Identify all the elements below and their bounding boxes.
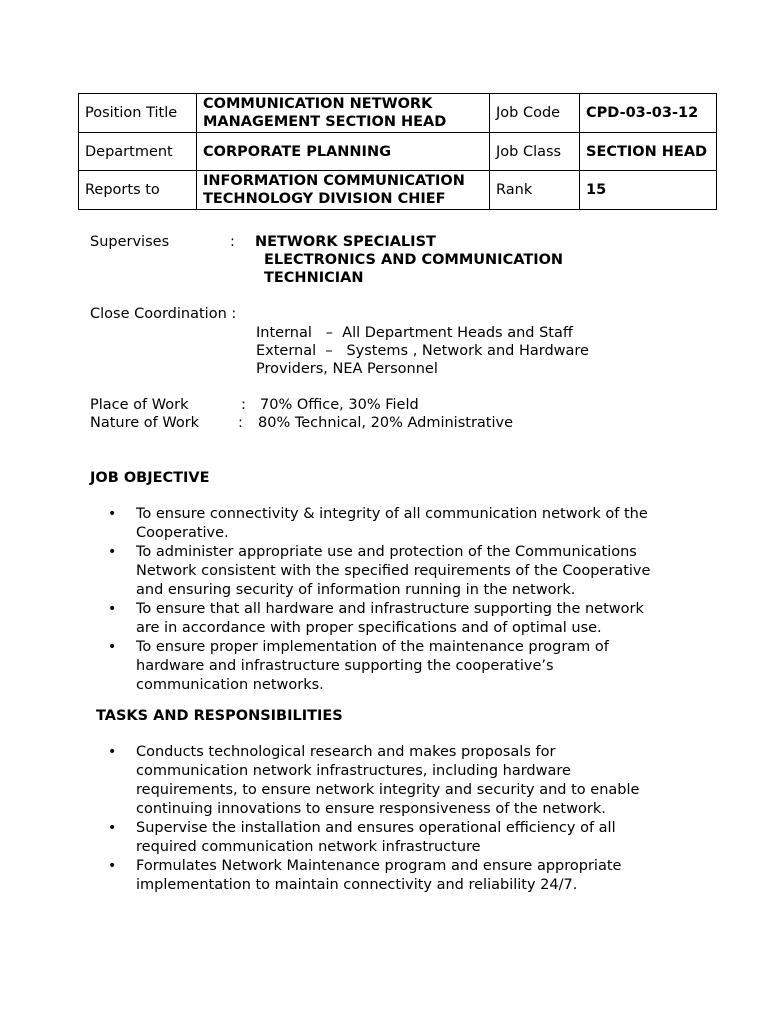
position-title-label: Position Title <box>79 94 197 133</box>
objective-item-line: Cooperative. <box>136 525 229 541</box>
bullet-icon: • <box>108 744 117 760</box>
position-title-value: COMMUNICATION NETWORK MANAGEMENT SECTION HEAD <box>197 94 490 133</box>
reports-to-label: Reports to <box>79 171 197 210</box>
coordination-line: Providers, NEA Personnel <box>256 361 438 377</box>
task-item-line: requirements, to ensure network integrity and security and to enable <box>136 782 640 798</box>
supervises-line: TECHNICIAN <box>264 270 364 286</box>
task-item-line: required communication network infrastructure <box>136 839 481 855</box>
objective-item-line: hardware and infrastructure supporting the cooperative’s <box>136 658 554 674</box>
place-of-work-value: 70% Office, 30% Field <box>260 397 419 413</box>
objective-item <box>108 600 688 638</box>
place-of-work-colon: : <box>241 397 246 413</box>
objective-item-line: Network consistent with the specified requirements of the Cooperative <box>136 563 651 579</box>
table-row <box>79 94 717 133</box>
supervises-colon: : <box>230 234 235 250</box>
objective-item <box>108 505 688 543</box>
table-row <box>79 133 717 171</box>
job-objective-list <box>108 505 688 695</box>
coordination-line: External – Systems , Network and Hardware <box>256 343 589 359</box>
job-code-label: Job Code <box>490 94 580 133</box>
bullet-icon: • <box>108 506 117 522</box>
task-item-line: implementation to maintain connectivity and reliability 24/7. <box>136 877 578 893</box>
job-class-value: SECTION HEAD <box>580 133 717 171</box>
task-item-line: Conducts technological research and makes proposals for <box>136 744 556 760</box>
objective-item-line: To ensure proper implementation of the maintenance program of <box>136 639 609 655</box>
coordination-line: Internal – All Department Heads and Staff <box>256 325 573 341</box>
task-item <box>108 857 688 895</box>
department-label: Department <box>79 133 197 171</box>
supervises-label: Supervises <box>90 234 170 250</box>
objective-item-line: To ensure connectivity & integrity of all communication network of the <box>136 506 648 522</box>
task-item-line: communication network infrastructures, including hardware <box>136 763 571 779</box>
place-of-work-label: Place of Work <box>90 397 189 413</box>
rank-value: 15 <box>580 171 717 210</box>
task-item-line: Supervise the installation and ensures operational efficiency of all <box>136 820 616 836</box>
nature-of-work-colon: : <box>238 415 243 431</box>
bullet-icon: • <box>108 858 117 874</box>
job-objective-heading: JOB OBJECTIVE <box>90 470 210 486</box>
department-value: CORPORATE PLANNING <box>197 133 490 171</box>
position-info-table <box>78 93 717 210</box>
tasks-heading: TASKS AND RESPONSIBILITIES <box>96 708 343 724</box>
task-item <box>108 819 688 857</box>
task-item <box>108 743 688 819</box>
rank-label: Rank <box>490 171 580 210</box>
nature-of-work-value: 80% Technical, 20% Administrative <box>258 415 514 431</box>
bullet-icon: • <box>108 601 117 617</box>
task-item-line: Formulates Network Maintenance program and ensure appropriate <box>136 858 622 874</box>
bullet-icon: • <box>108 639 117 655</box>
objective-item-line: To administer appropriate use and protection of the Communications <box>136 544 637 560</box>
bullet-icon: • <box>108 820 117 836</box>
objective-item-line: To ensure that all hardware and infrastructure supporting the network <box>136 601 644 617</box>
job-code-value: CPD-03-03-12 <box>580 94 717 133</box>
tasks-list <box>108 743 688 895</box>
objective-item-line: and ensuring security of information running in the network. <box>136 582 576 598</box>
bullet-icon: • <box>108 544 117 560</box>
table-row <box>79 171 717 210</box>
objective-item <box>108 638 688 695</box>
objective-item-line: communication networks. <box>136 677 324 693</box>
objective-item-line: are in accordance with proper specifications and of optimal use. <box>136 620 602 636</box>
supervises-line: ELECTRONICS AND COMMUNICATION <box>264 252 564 268</box>
coordination-label: Close Coordination : <box>90 306 237 322</box>
job-class-label: Job Class <box>490 133 580 171</box>
objective-item <box>108 543 688 600</box>
supervises-line: NETWORK SPECIALIST <box>255 234 436 250</box>
task-item-line: continuing innovations to ensure responsiveness of the network. <box>136 801 606 817</box>
nature-of-work-label: Nature of Work <box>90 415 200 431</box>
reports-to-value: INFORMATION COMMUNICATION TECHNOLOGY DIVISION CHIEF <box>197 171 490 210</box>
